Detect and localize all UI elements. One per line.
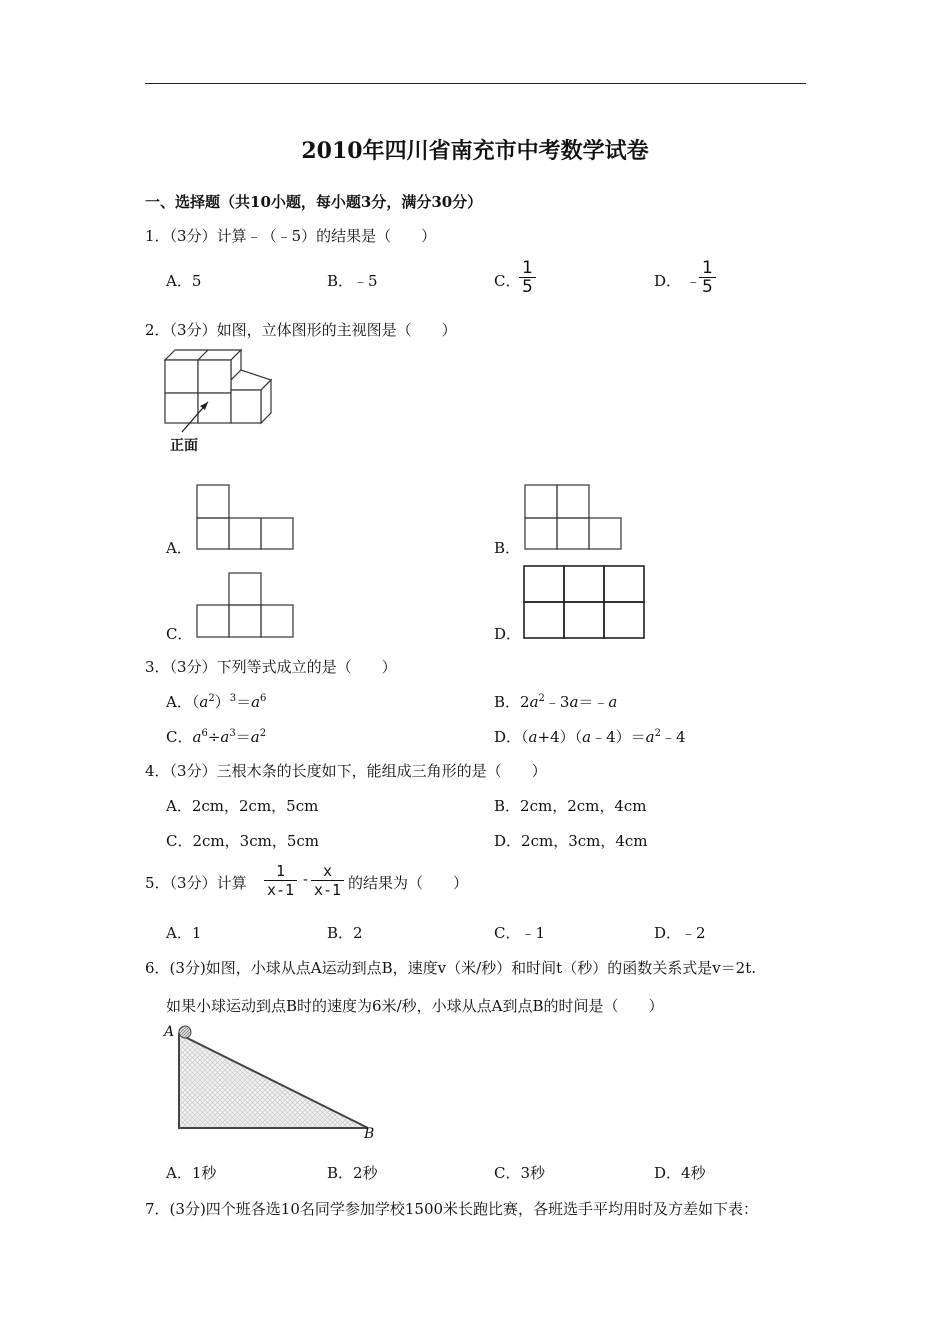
q5-fraction-1 [264,862,297,899]
q2-option-d-figure [523,565,647,641]
q5-minus-sign: - [303,870,309,888]
question-1-stem: 1．（3分）计算﹣（﹣5）的结果是（ ） [145,227,437,245]
q2-option-c-figure [196,572,296,640]
q6-option-a: A．1秒 [166,1164,217,1182]
q5-option-c: C．﹣1 [494,924,546,942]
q1-option-d-label: D． [654,272,682,290]
fraction-numerator: 1 [519,259,536,278]
q1-option-d [654,270,701,291]
q3-option-c: C．$a^6\div a^3=a^2$ [166,728,267,746]
q1-option-d-sign: ﹣ [685,272,701,290]
q1-option-c-label: C． [494,272,521,290]
q3-option-a: A．$(a^2)^3=a^6$ [166,693,267,711]
option-label: C． [166,728,193,746]
fraction-denominator: x-1 [267,881,295,899]
q1-option-a: A．5 [166,272,202,290]
question-3-stem: 3．（3分）下列等式成立的是（ ） [145,658,397,676]
q1-option-b: B．﹣5 [327,272,378,290]
q2-option-b-figure [524,484,624,552]
section-heading: 一、选择题（共10小题，每小题3分，满分30分） [145,193,483,211]
question-5-stem-prefix: 5．（3分）计算 [145,874,247,892]
q5-option-a: A．1 [166,924,202,942]
q4-option-b: B．2cm，2cm，4cm [494,797,647,815]
fraction-denominator: x-1 [314,881,342,899]
q6-option-c: C．3秒 [494,1164,546,1182]
option-label: A． [166,693,192,711]
q3-option-b: B．$2a^2﹣3a=﹣a$ [494,693,618,711]
q2-option-d-label: D． [494,625,522,643]
q2-option-a-figure [196,484,296,552]
q2-option-a-label: A． [166,539,192,557]
q2-option-c-label: C． [166,625,193,643]
option-label: B． [494,693,521,711]
header-rule [145,83,806,84]
q5-option-d: D．﹣2 [654,924,706,942]
question-4-stem: 4．（3分）三根木条的长度如下，能组成三角形的是（ ） [145,762,547,780]
q5-option-b: B．2 [327,924,363,942]
question-6-line-1: 6．(3分)如图，小球从点A运动到点B，速度v（米/秒）和时间t（秒）的函数关系式是v＝2t. [145,959,757,977]
q5-fraction-2 [311,862,344,899]
q6-triangle-figure [160,1020,385,1150]
q6-option-d: D．4秒 [654,1164,706,1182]
point-b-label: B [364,1126,375,1142]
q4-option-d: D．2cm，3cm，4cm [494,832,648,850]
fraction-denominator: 5 [702,277,713,297]
option-label: D． [494,728,522,746]
q3-option-d: D．$(a+4)(a﹣4)=a^2﹣4$ [494,728,686,746]
front-view-label: 正面 [170,438,198,454]
question-2-stem: 2．（3分）如图，立体图形的主视图是（ ） [145,321,457,339]
question-6-line-2: 如果小球运动到点B时的速度为6米/秒，小球从点A到点B的时间是（ ） [166,997,664,1015]
q2-option-b-label: B． [494,539,521,557]
q4-option-c: C．2cm，3cm，5cm [166,832,319,850]
q4-option-a: A．2cm，2cm，5cm [166,797,319,815]
q6-option-b: B．2秒 [327,1164,378,1182]
question-5-stem-suffix: 的结果为（ ） [348,874,469,892]
page-title: 2010年四川省南充市中考数学试卷 [301,138,649,164]
fraction-denominator: 5 [522,277,533,297]
question-7-stem: 7．(3分)四个班各选10名同学参加学校1500米长跑比赛，各班选手平均用时及方差如下表： [145,1200,759,1218]
q1-option-c [494,270,520,291]
point-a-label: A [164,1024,175,1040]
fraction-numerator: x [311,862,344,881]
fraction-numerator: 1 [699,259,716,278]
fraction-numerator: 1 [264,862,297,881]
q1-option-c-fraction [519,259,536,296]
q1-option-d-fraction [699,259,716,296]
